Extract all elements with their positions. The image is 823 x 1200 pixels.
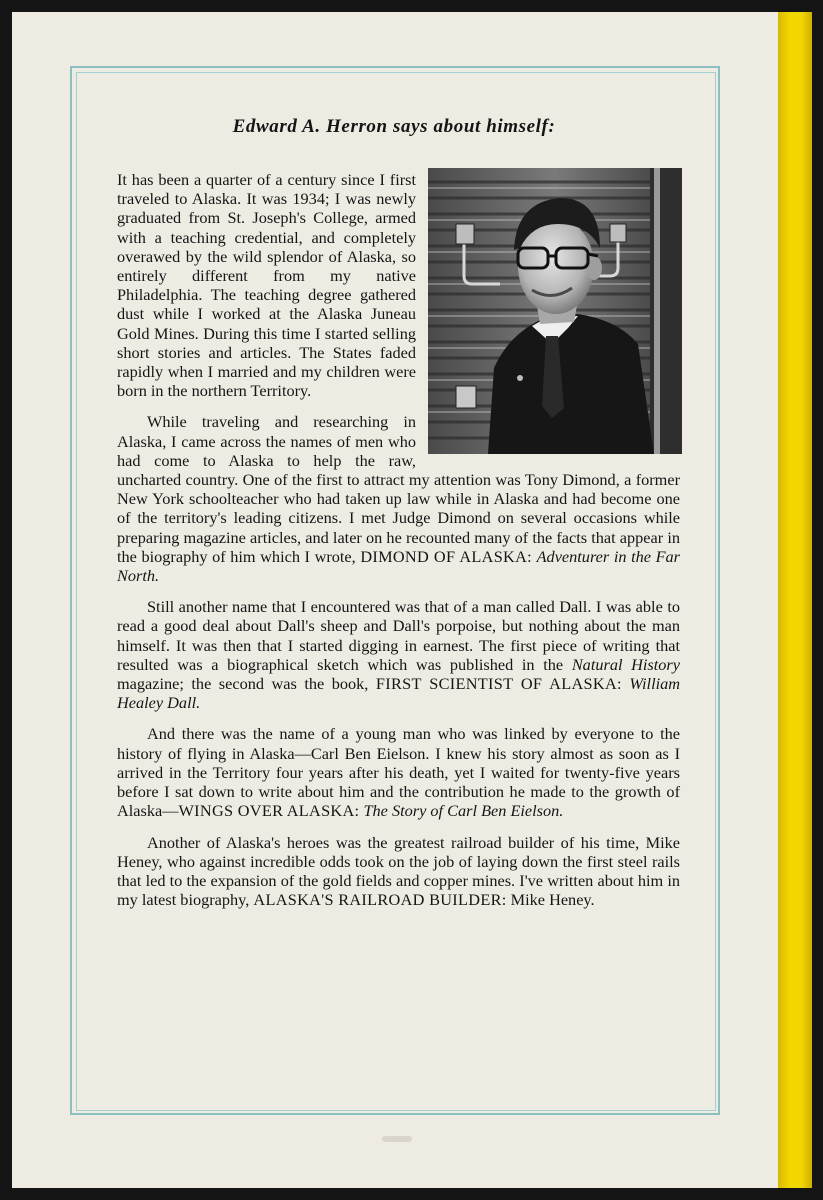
bio-paragraph-2: While traveling and researching in Alaska, I came across the names of men who had come to Alaska to help the raw, uncharted country. One of the first to attract my attention was Tony Dimond, a former New York schoolteacher who had taken up law while in Alaska and had become one of the territory's leading citizens. I met Judge Dimond on several occasions while preparing magazine articles, and later on he recounted many of the facts that appear in the biography of him which I wrote, DIMOND OF ALASKA: Adventurer in the Far North.: [117, 412, 681, 586]
portrait-image: [428, 168, 682, 454]
bio-paragraph-3: Still another name that I encountered was that of a man called Dall. I was able to read a good deal about Dall's sheep and Dall's porpoise, but nothing about the man himself. It was then that I started digging in earnest. The first piece of writing that resulted was a biographical sketch which was published in the Natural History magazine; the second was the book, FIRST SCIENTIST OF ALASKA: William Healey Dall.: [117, 597, 681, 713]
bio-paragraph-4: And there was the name of a young man who was linked by everyone to the history of flying in Alaska—Carl Ben Eielson. I knew his story almost as soon as I arrived in the Territory four years after his death, yet I waited for twenty-five years before I sat down to write about him and the contribution he made to the growth of Alaska—WINGS OVER ALASKA: The Story of Carl Ben Eielson.: [117, 724, 680, 821]
book-title-railroad: ALASKA'S RAILROAD BUILDER:: [253, 890, 507, 910]
book-title-wings: WINGS OVER ALASKA:: [178, 801, 360, 821]
bio-paragraph-5: Another of Alaska's heroes was the greatest railroad builder of his time, Mike Heney, who against incredible odds took on the job of laying down the first steel rails that led to the expansion of the gold fields and copper mines. I've written about him in my latest biography, ALASKA'S RAILROAD BUILDER: Mike Heney.: [117, 832, 680, 910]
book-subtitle-wings: The Story of Carl Ben Eielson.: [363, 801, 564, 821]
author-bio-text: [117, 170, 680, 921]
yellow-spine-edge: [778, 12, 812, 1188]
cover-smudge: [382, 1136, 412, 1142]
author-portrait-photo: [428, 168, 682, 454]
book-subtitle-dimond: Adventurer in the Far North.: [117, 546, 681, 586]
book-subtitle-railroad: Mike Heney.: [510, 890, 595, 910]
book-title-dall: FIRST SCIENTIST OF ALASKA:: [375, 674, 622, 694]
bio-paragraph-1: It has been a quarter of a century since I first traveled to Alaska. It was 1934; I was newly graduated from St. Joseph's College, armed with a teaching credential, and completely overawed by the wild splendor of Alaska, so entirely different from my native Philadelphia. The teaching degree gathered dust while I worked at the Alaska Juneau Gold Mines. During this time I started selling short stories and articles. The States faded rapidly when I married and my children were born in the northern Territory.: [117, 170, 416, 401]
book-subtitle-dall: William Healey Dall.: [117, 674, 681, 713]
book-title-dimond: DIMOND OF ALASKA:: [360, 546, 532, 566]
author-heading: Edward A. Herron says about himself:: [232, 116, 556, 137]
magazine-natural-history: Natural History: [571, 654, 680, 674]
